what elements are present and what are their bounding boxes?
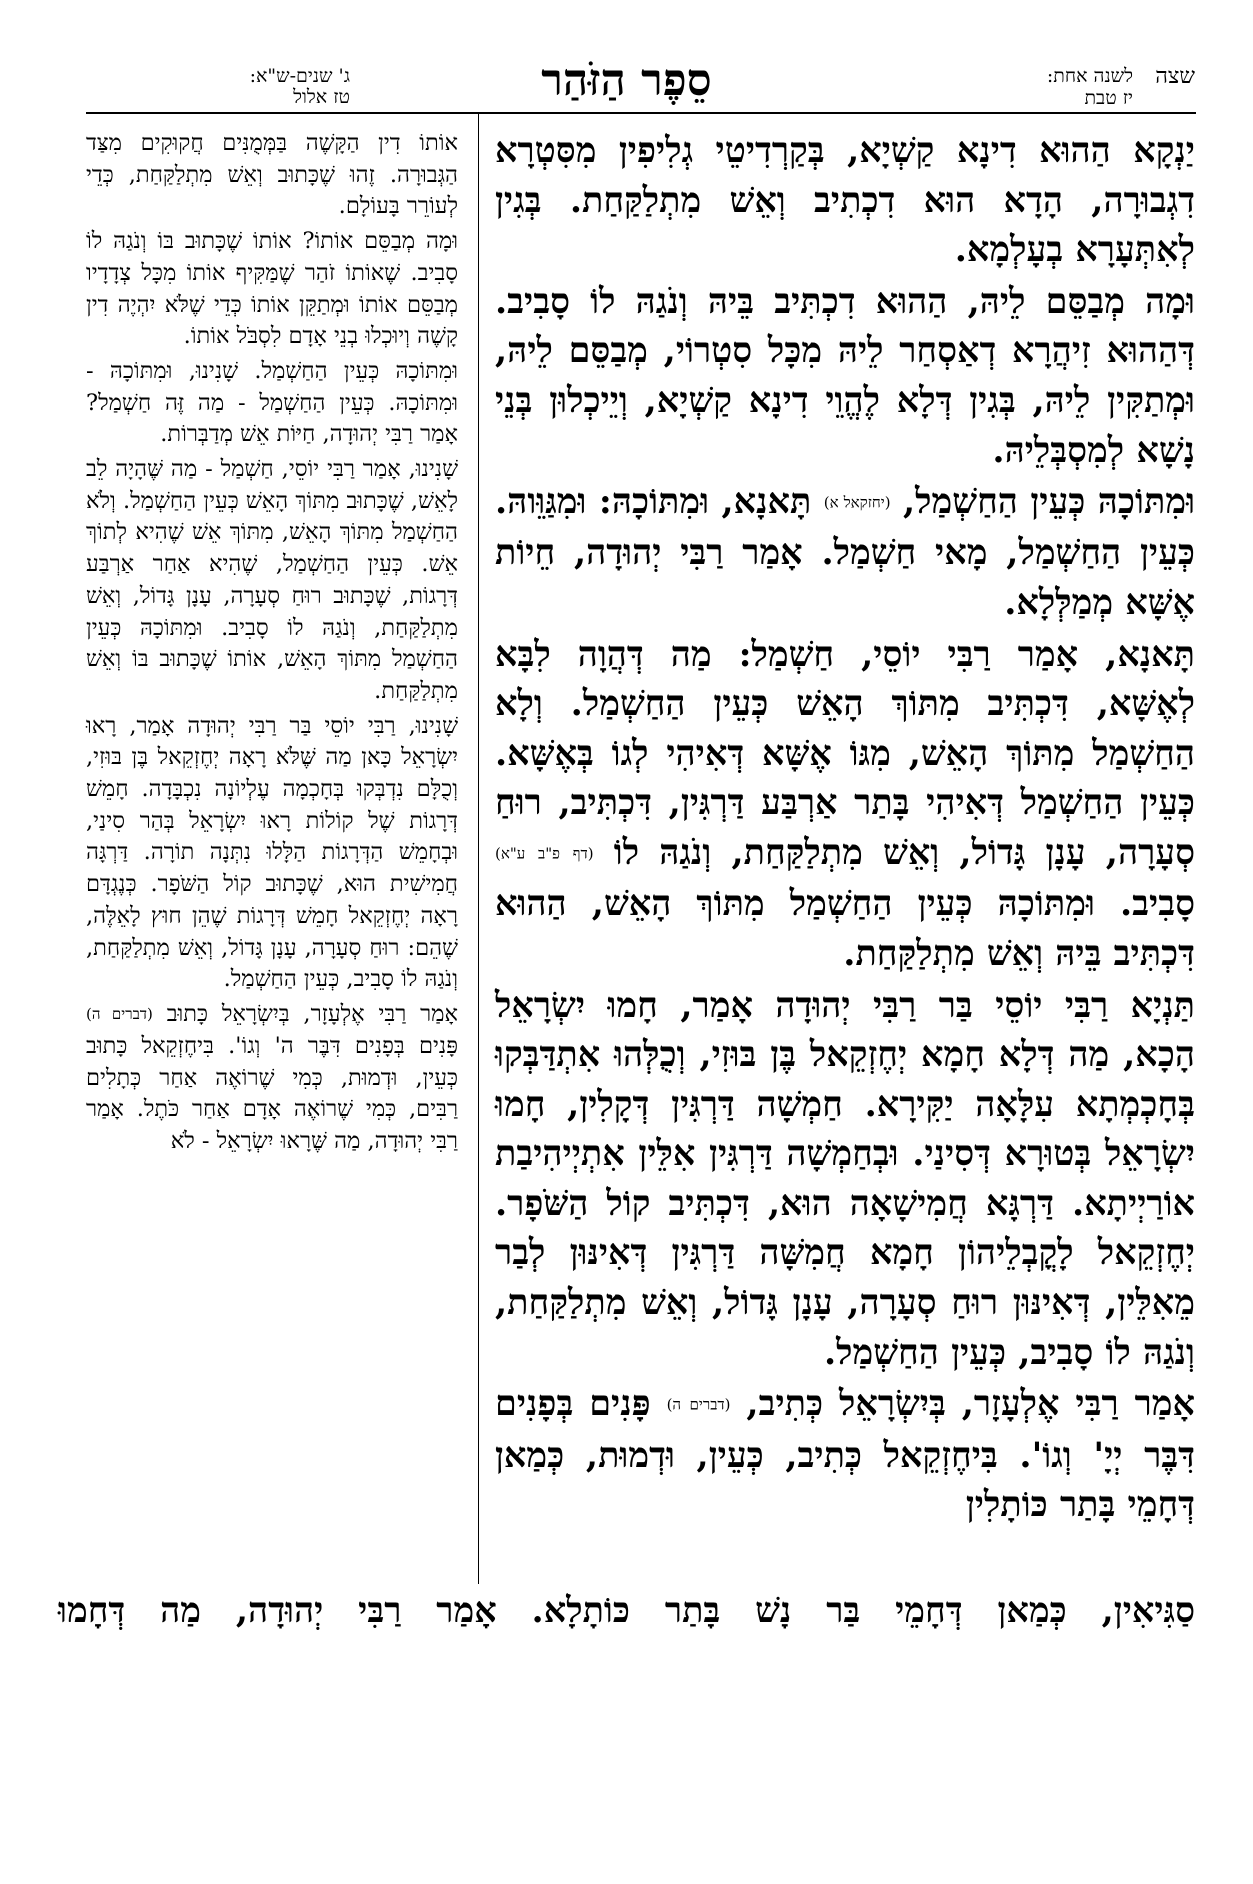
main-column bbox=[495, 126, 1195, 1532]
paragraph-text: וּמִתּוֹכָהּ כְּעֵין הַחַשְׁמַל, bbox=[903, 481, 1196, 523]
folio-reference: (דף פ"ב ע"א) bbox=[495, 844, 594, 863]
paragraph-text: פָּנִים בְּפָנִים דִּבֶּר ה' וְגוֹ'. בִּיחֶזְקֵאל כָּתוּב כְּעֵין, וּדְמוּת, כְּמִי שֶׁרוֹאֶה אַחַר כְּתָלִים רַבִּים, כְּמִי שֶׁרוֹאֶה אָדָם אַחַר כֹּתֶל. אָמַר רַבִּי יְהוּדָה, מַה שֶּׁרָאוּ יִשְׂרָאֵל - לֹא bbox=[86, 1032, 458, 1154]
verse-reference: (דברים ה) bbox=[86, 1005, 153, 1024]
main-paragraph bbox=[495, 1379, 1195, 1529]
main-paragraph bbox=[495, 630, 1195, 979]
translation-paragraph: אוֹתוֹ דִין הַקָּשֶׁה בַּמְּמֻנִּים חֲקוּקִים מִצַּד הַגְּבוּרָה. זֶהוּ שֶׁכָּתוּב וְאֵשׁ מִתְלַקַּחַת, כְּדֵי לְעוֹרֵר בָּעוֹלָם. bbox=[86, 130, 458, 220]
paragraph-text: אָמַר רַבִּי אֶלְעָזָר, בְּיִשְׂרָאֵל כָּתוּב bbox=[166, 1000, 458, 1027]
paragraph-text: תָּאנָא, אָמַר רַבִּי יוֹסֵי, חַשְׁמַל: מַה דְּהֲוָה לִבָּא לְאֶשָּׁא, דִּכְתִּיב מִתּוֹךְ הָאֵשׁ כְּעֵין הַחַשְׁמַל. וְלָא הַחַשְׁמַל מִתּוֹךְ הָאֵשׁ, מִגּוֹ אֶשָּׁא דְּאִיהִי לְגוֹ בְּאֶשָּׁא. כְּעֵין הַחַשְׁמַל דְּאִיהִי בָּתַר אַרְבַּע דַּרְגִּין, דִּכְתִּיב, רוּחַ סְעָרָה, עָנָן גָּדוֹל, וְאֵשׁ מִתְלַקַּחַת, וְנֹגַהּ לוֹ bbox=[495, 633, 1195, 874]
translation-paragraph: וּמָה מְבַסֵּם אוֹתוֹ? אוֹתוֹ שֶׁכָּתוּב בּוֹ וְנֹגַהּ לוֹ סָבִיב. שֶׁאוֹתוֹ זֹהַר שֶׁמַּקִּיף אוֹתוֹ מִכָּל צְדָדָיו מְבַסֵּם אוֹתוֹ וּמְתַקֵּן אוֹתוֹ כְּדֵי שֶׁלֹּא יִהְיֶה דִין קָשֶׁה וְיוּכְלוּ בְנֵי אָדָם לִסְבֹּל אוֹתוֹ. bbox=[86, 228, 458, 350]
page-title: סֵפֶר הַזֹּהַר bbox=[541, 55, 712, 106]
translation-paragraph: וּמִתּוֹכָהּ כְּעֵין הַחַשְׁמַל. שָׁנִינוּ, וּמִתּוֹכָהּ - וּמִתּוֹכָהּ. כְּעֵין הַחַשְׁמַל - מַה זֶּה חַשְׁמַל? אָמַר רַבִּי יְהוּדָה, חַיּוֹת אֵשׁ מְדַבְּרוֹת. bbox=[86, 357, 458, 448]
column-divider bbox=[478, 114, 479, 1584]
paragraph-text: תָּאנָא, וּמִתּוֹכָהּ: וּמִגַּוֵּוהּ. כְּעֵין הַחַשְׁמַל, מָאי חַשְׁמַל. אָמַר רַבִּי יְהוּדָה, חֵיוֹת אֶשָּׁא מְמַלְּלָא. bbox=[495, 481, 1195, 624]
paragraph-text: פָּנִים בְּפָנִים דִּבֶּר יְיָ' וְגוֹ'. בִּיחֶזְקֵאל כְּתִיב, כְּעֵין, וּדְמוּת, כְּמַאן דְּחָמֵי בָּתַר כּוֹתָלִין bbox=[495, 1383, 1195, 1526]
header-rule bbox=[86, 112, 1196, 114]
header-right bbox=[955, 66, 1195, 110]
cycle-label: ג' שנים-ש"א: bbox=[249, 65, 350, 87]
cycle-date: טז אלול bbox=[293, 86, 350, 108]
bottom-line: סַגִּיאִין, כְּמַאן דְּחָמֵי בַּר נָשׁ בָּתַר כּוֹתָלָא. אָמַר רַבִּי יְהוּדָה, מַה דְּחָמוּ bbox=[58, 1590, 1195, 1631]
paragraph-text: סָבִיב. וּמִתּוֹכָהּ כְּעֵין הַחַשְׁמַל מִתּוֹךְ הָאֵשׁ, הַהוּא דִּכְתִּיב בֵּיהּ וְאֵשׁ מִתְלַקַּחַת. bbox=[495, 883, 1195, 974]
main-paragraph: וּמָה מְבַסֵּם לֵיהּ, הַהוּא דִכְתִּיב בֵּיהּ וְנֹגַהּ לוֹ סָבִיב. דְּהַהוּא זִיהֲרָא דְאַסְחַר לֵיהּ מִכָּל סִטְרוֹי, מְבַסֵּם לֵיהּ, וּמְתַקִּין לֵיהּ, בְּגִין דְּלָא לֶהֱוֵי דִינָא קַשְׁיָא, וְיֵיכְלוּן בְּנֵי נָשָׁא לְמִסְבְּלֵיהּ. bbox=[495, 280, 1195, 471]
paragraph-text: אָמַר רַבִּי אֶלְעָזָר, בְּיִשְׂרָאֵל כְּתִיב, bbox=[746, 1383, 1195, 1425]
header-left bbox=[90, 66, 350, 110]
translation-paragraph: שָׁנִינוּ, אָמַר רַבִּי יוֹסֵי, חַשְׁמַל - מַה שֶּׁהָיָה לֵב לָאֵשׁ, שֶׁכָּתוּב מִתּוֹךְ הָאֵשׁ כְּעֵין הַחַשְׁמַל. וְלֹא הַחַשְׁמַל מִתּוֹךְ הָאֵשׁ, מִתּוֹךְ אֵשׁ שֶׁהִיא לְתוֹךְ אֵשׁ. כְּעֵין הַחַשְׁמַל, שֶׁהִיא אַחַר אַרְבַּע דְּרָגוֹת, שֶׁכָּתוּב רוּחַ סְעָרָה, עָנָן גָּדוֹל, וְאֵשׁ מִתְלַקַּחַת, וְנֹגַהּ לוֹ סָבִיב. וּמִתּוֹכָהּ כְּעֵין הַחַשְׁמַל מִתּוֹךְ הָאֵשׁ, אוֹתוֹ שֶׁכָּתוּב בּוֹ וְאֵשׁ מִתְלַקַּחַת. bbox=[86, 456, 458, 704]
year-label: לשנה אחת: bbox=[1046, 65, 1133, 87]
translation-paragraph: שָׁנִינוּ, רַבִּי יוֹסֵי בַּר רַבִּי יְהוּדָה אָמַר, רָאוּ יִשְׂרָאֵל כָּאן מַה שֶּׁלֹּא רָאָה יְחֶזְקֵאל בֶּן בּוּזִי, וְכֻלָּם נִדְבְּקוּ בְּחָכְמָה עֶלְיוֹנָה נִכְבָּדָה. חָמֵשׁ דְּרָגוֹת שֶׁל קוֹלוֹת רָאוּ יִשְׂרָאֵל בְּהַר סִינַי, וּבְחָמֵשׁ הַדְּרָגוֹת הַלָּלוּ נִתְּנָה תוֹרָה. דַּרְגָּה חֲמִישִׁית הוּא, שֶׁכָּתוּב קוֹל הַשֹּׁפָר. כְּנֶגְדָּם רָאָה יְחֶזְקֵאל חָמֵשׁ דְּרָגוֹת שֶׁהֵן חוּץ לָאֵלֶּה, שֶׁהֵם: רוּחַ סְעָרָה, עָנָן גָּדוֹל, וְאֵשׁ מִתְלַקַּחַת, וְנֹגַהּ לוֹ סָבִיב, כְּעֵין הַחַשְׁמַל. bbox=[86, 712, 458, 993]
translation-column bbox=[86, 128, 458, 1161]
verse-reference: (יחזקאל א) bbox=[823, 493, 891, 512]
main-paragraph: יַנְקָא הַהוּא דִינָא קַשְׁיָא, בְּקַרְדִיטֵי גְלִיפִין מִסִּטְרָא דִגְבוּרָה, הָדָא הוּא דִכְתִיב וְאֵשׁ מִתְלַקַּחַת. בְּגִין לְאִתְּעָרָא בְעָלְמָא. bbox=[495, 130, 1195, 271]
main-paragraph: תַּנְיָא רַבִּי יוֹסֵי בַּר רַבִּי יְהוּדָה אָמַר, חָמוּ יִשְׂרָאֵל הָכָא, מַה דְּלָא חָמָא יְחֶזְקֵאל בֶּן בּוּזִי, וְכֻלְּהוּ אִתְדַּבְּקוּ בְּחָכְמְתָא עִלָּאָה יַקִּירָא. חַמְשָׁה דַּרְגִּין דְּקָלִין, חָמוּ יִשְׂרָאֵל בְּטוּרָא דְּסִינַי. וּבְחַמְשָׁה דַּרְגִּין אִלֵּין אִתְיְיהִיבַת אוֹרַיְיתָא. דַּרְגָּא חֲמִישָׁאָה הוּא, דִּכְתִּיב קוֹל הַשֹּׁפָר. יְחֶזְקֵאל לָקֳבְלֵיהוֹן חָמָא חֲמִשָּׁה דַּרְגִּין דְּאִינּוּן לְבַר מֵאִלֵּין, דְּאִינּוּן רוּחַ סְעָרָה, עָנָן גָּדוֹל, וְאֵשׁ מִתְלַקַּחַת, וְנֹגַהּ לוֹ סָבִיב, כְּעֵין הַחַשְׁמַל. bbox=[495, 984, 1195, 1373]
translation-paragraph bbox=[86, 999, 458, 1158]
date-label: יז טבת bbox=[1084, 87, 1133, 109]
page-number: שצה bbox=[1155, 64, 1195, 89]
main-paragraph bbox=[495, 477, 1195, 627]
verse-reference: (דברים ה) bbox=[666, 1395, 731, 1414]
